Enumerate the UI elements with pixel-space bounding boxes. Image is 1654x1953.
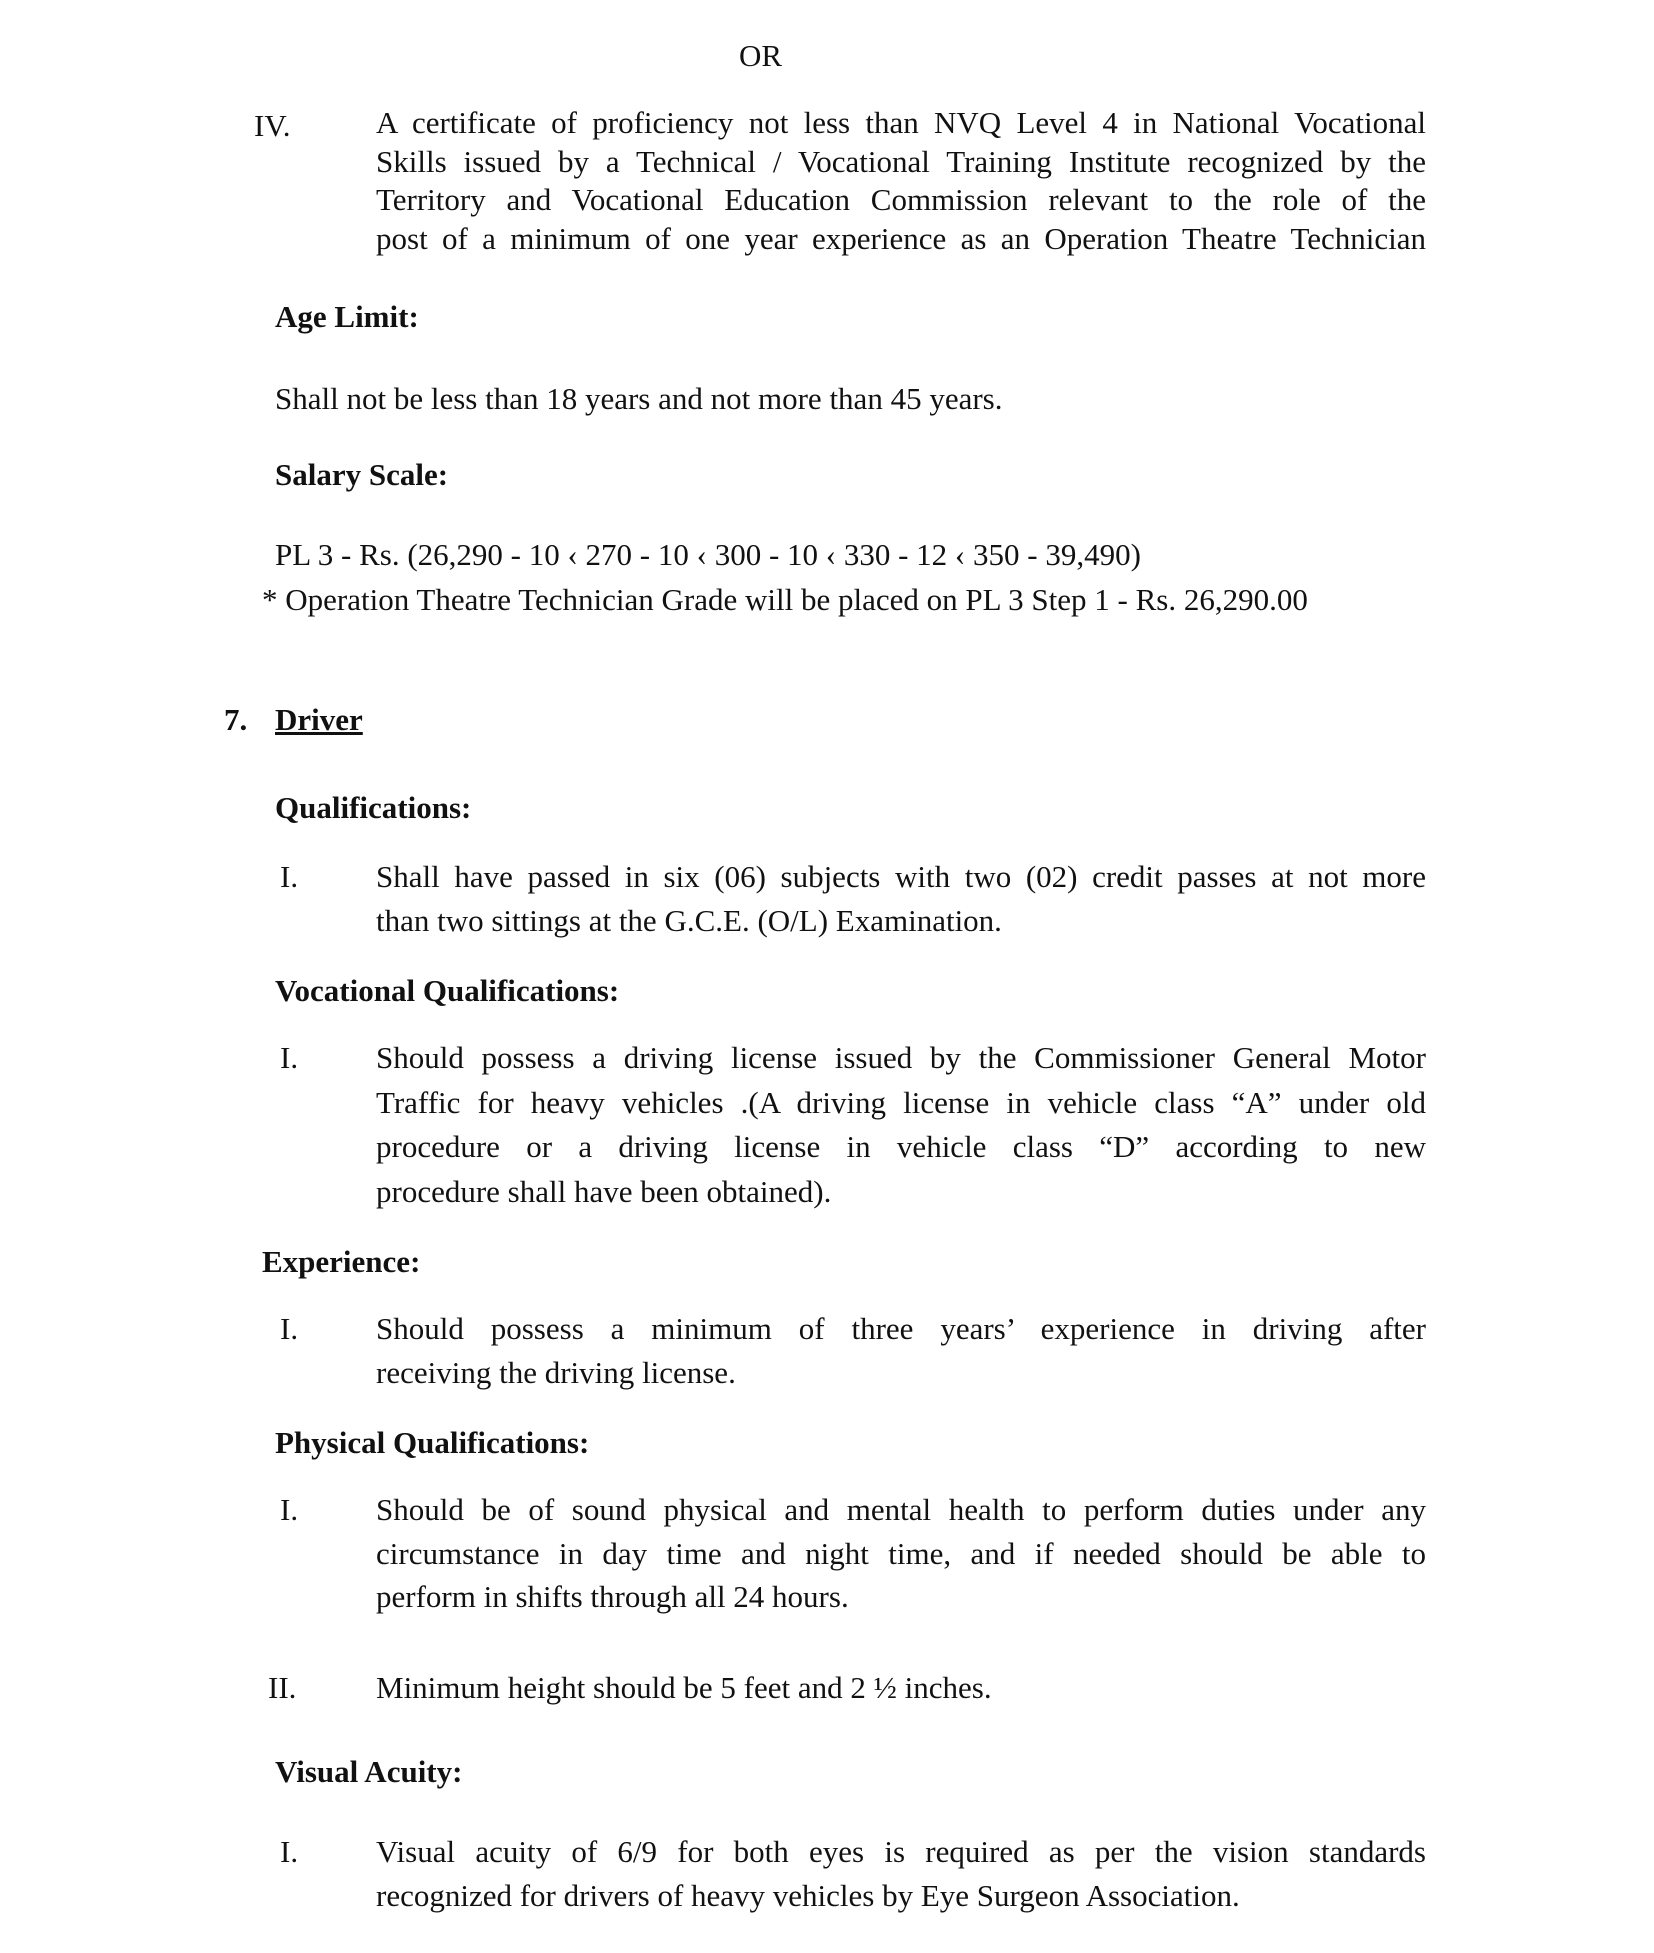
physical-item-2-line-1: Minimum height should be 5 feet and 2 ½ inches. xyxy=(376,1670,992,1705)
age-limit-heading: Age Limit: xyxy=(275,299,419,334)
vocational-item-1-numeral: I. xyxy=(280,1040,299,1075)
physical-qualifications-heading: Physical Qualifications: xyxy=(275,1425,590,1460)
physical-item-1-text xyxy=(376,1488,1426,1619)
item-iv-text xyxy=(376,104,1426,258)
qualifications-heading: Qualifications: xyxy=(275,790,472,825)
physical-item-1-line-2: circumstance in day time and night time, and if needed should be able to xyxy=(376,1535,1426,1571)
visual-acuity-heading: Visual Acuity: xyxy=(275,1754,463,1789)
or-label: OR xyxy=(739,38,783,73)
item-iv-line-3: Territory and Vocational Education Commission relevant to the role of the xyxy=(376,182,1426,217)
item-iv-numeral: IV. xyxy=(254,108,291,143)
qualifications-item-1-line-1: Shall have passed in six (06) subjects with two (02) credit passes at not more xyxy=(376,859,1426,894)
physical-item-1-numeral: I. xyxy=(280,1492,299,1527)
experience-item-1-line-1: Should possess a minimum of three years’ experience in driving after xyxy=(376,1311,1426,1346)
physical-item-2-text xyxy=(376,1666,1426,1710)
vocational-item-1-text xyxy=(376,1036,1426,1214)
salary-scale-heading: Salary Scale: xyxy=(275,457,449,492)
salary-scale-note: * Operation Theatre Technician Grade will be placed on PL 3 Step 1 - Rs. 26,290.00 xyxy=(262,582,1308,617)
section-number: 7. xyxy=(224,702,248,737)
vocational-qualifications-heading: Vocational Qualifications: xyxy=(275,973,620,1008)
vocational-item-1-line-1: Should possess a driving license issued by the Commissioner General Motor xyxy=(376,1040,1426,1075)
experience-heading: Experience: xyxy=(262,1244,421,1279)
vocational-item-1-line-2: Traffic for heavy vehicles .(A driving license in vehicle class “A” under old xyxy=(376,1084,1426,1120)
age-limit-text: Shall not be less than 18 years and not more than 45 years. xyxy=(275,381,1003,416)
visual-item-1-text xyxy=(376,1830,1426,1917)
item-iv-line-2: Skills issued by a Technical / Vocational Training Institute recognized by the xyxy=(376,143,1426,179)
physical-item-1-line-1: Should be of sound physical and mental health to perform duties under any xyxy=(376,1492,1426,1527)
item-iv-line-1: A certificate of proficiency not less than NVQ Level 4 in National Vocational xyxy=(376,105,1426,140)
section-title: Driver xyxy=(275,702,363,737)
physical-item-1-line-3: perform in shifts through all 24 hours. xyxy=(376,1579,849,1614)
vocational-item-1-line-3: procedure or a driving license in vehicle class “D” according to new xyxy=(376,1129,1426,1164)
visual-item-1-numeral: I. xyxy=(280,1834,299,1869)
item-iv-line-4: post of a minimum of one year experience as an Operation Theatre Technician xyxy=(376,220,1426,256)
qualifications-item-1-text xyxy=(376,855,1426,942)
salary-scale-value: PL 3 - Rs. (26,290 - 10 ‹ 270 - 10 ‹ 300 - 10 ‹ 330 - 12 ‹ 350 - 39,490) xyxy=(275,537,1141,572)
visual-item-1-line-2: recognized for drivers of heavy vehicles by Eye Surgeon Association. xyxy=(376,1877,1240,1913)
experience-item-1-numeral: I. xyxy=(280,1311,299,1346)
qualifications-item-1-line-2: than two sittings at the G.C.E. (O/L) Examination. xyxy=(376,902,1002,938)
visual-item-1-line-1: Visual acuity of 6/9 for both eyes is required as per the vision standards xyxy=(376,1834,1426,1869)
vocational-item-1-line-4: procedure shall have been obtained). xyxy=(376,1173,832,1209)
qualifications-item-1-numeral: I. xyxy=(280,859,299,894)
experience-item-1-text xyxy=(376,1307,1426,1394)
physical-item-2-numeral: II. xyxy=(268,1670,297,1705)
experience-item-1-line-2: receiving the driving license. xyxy=(376,1354,736,1390)
